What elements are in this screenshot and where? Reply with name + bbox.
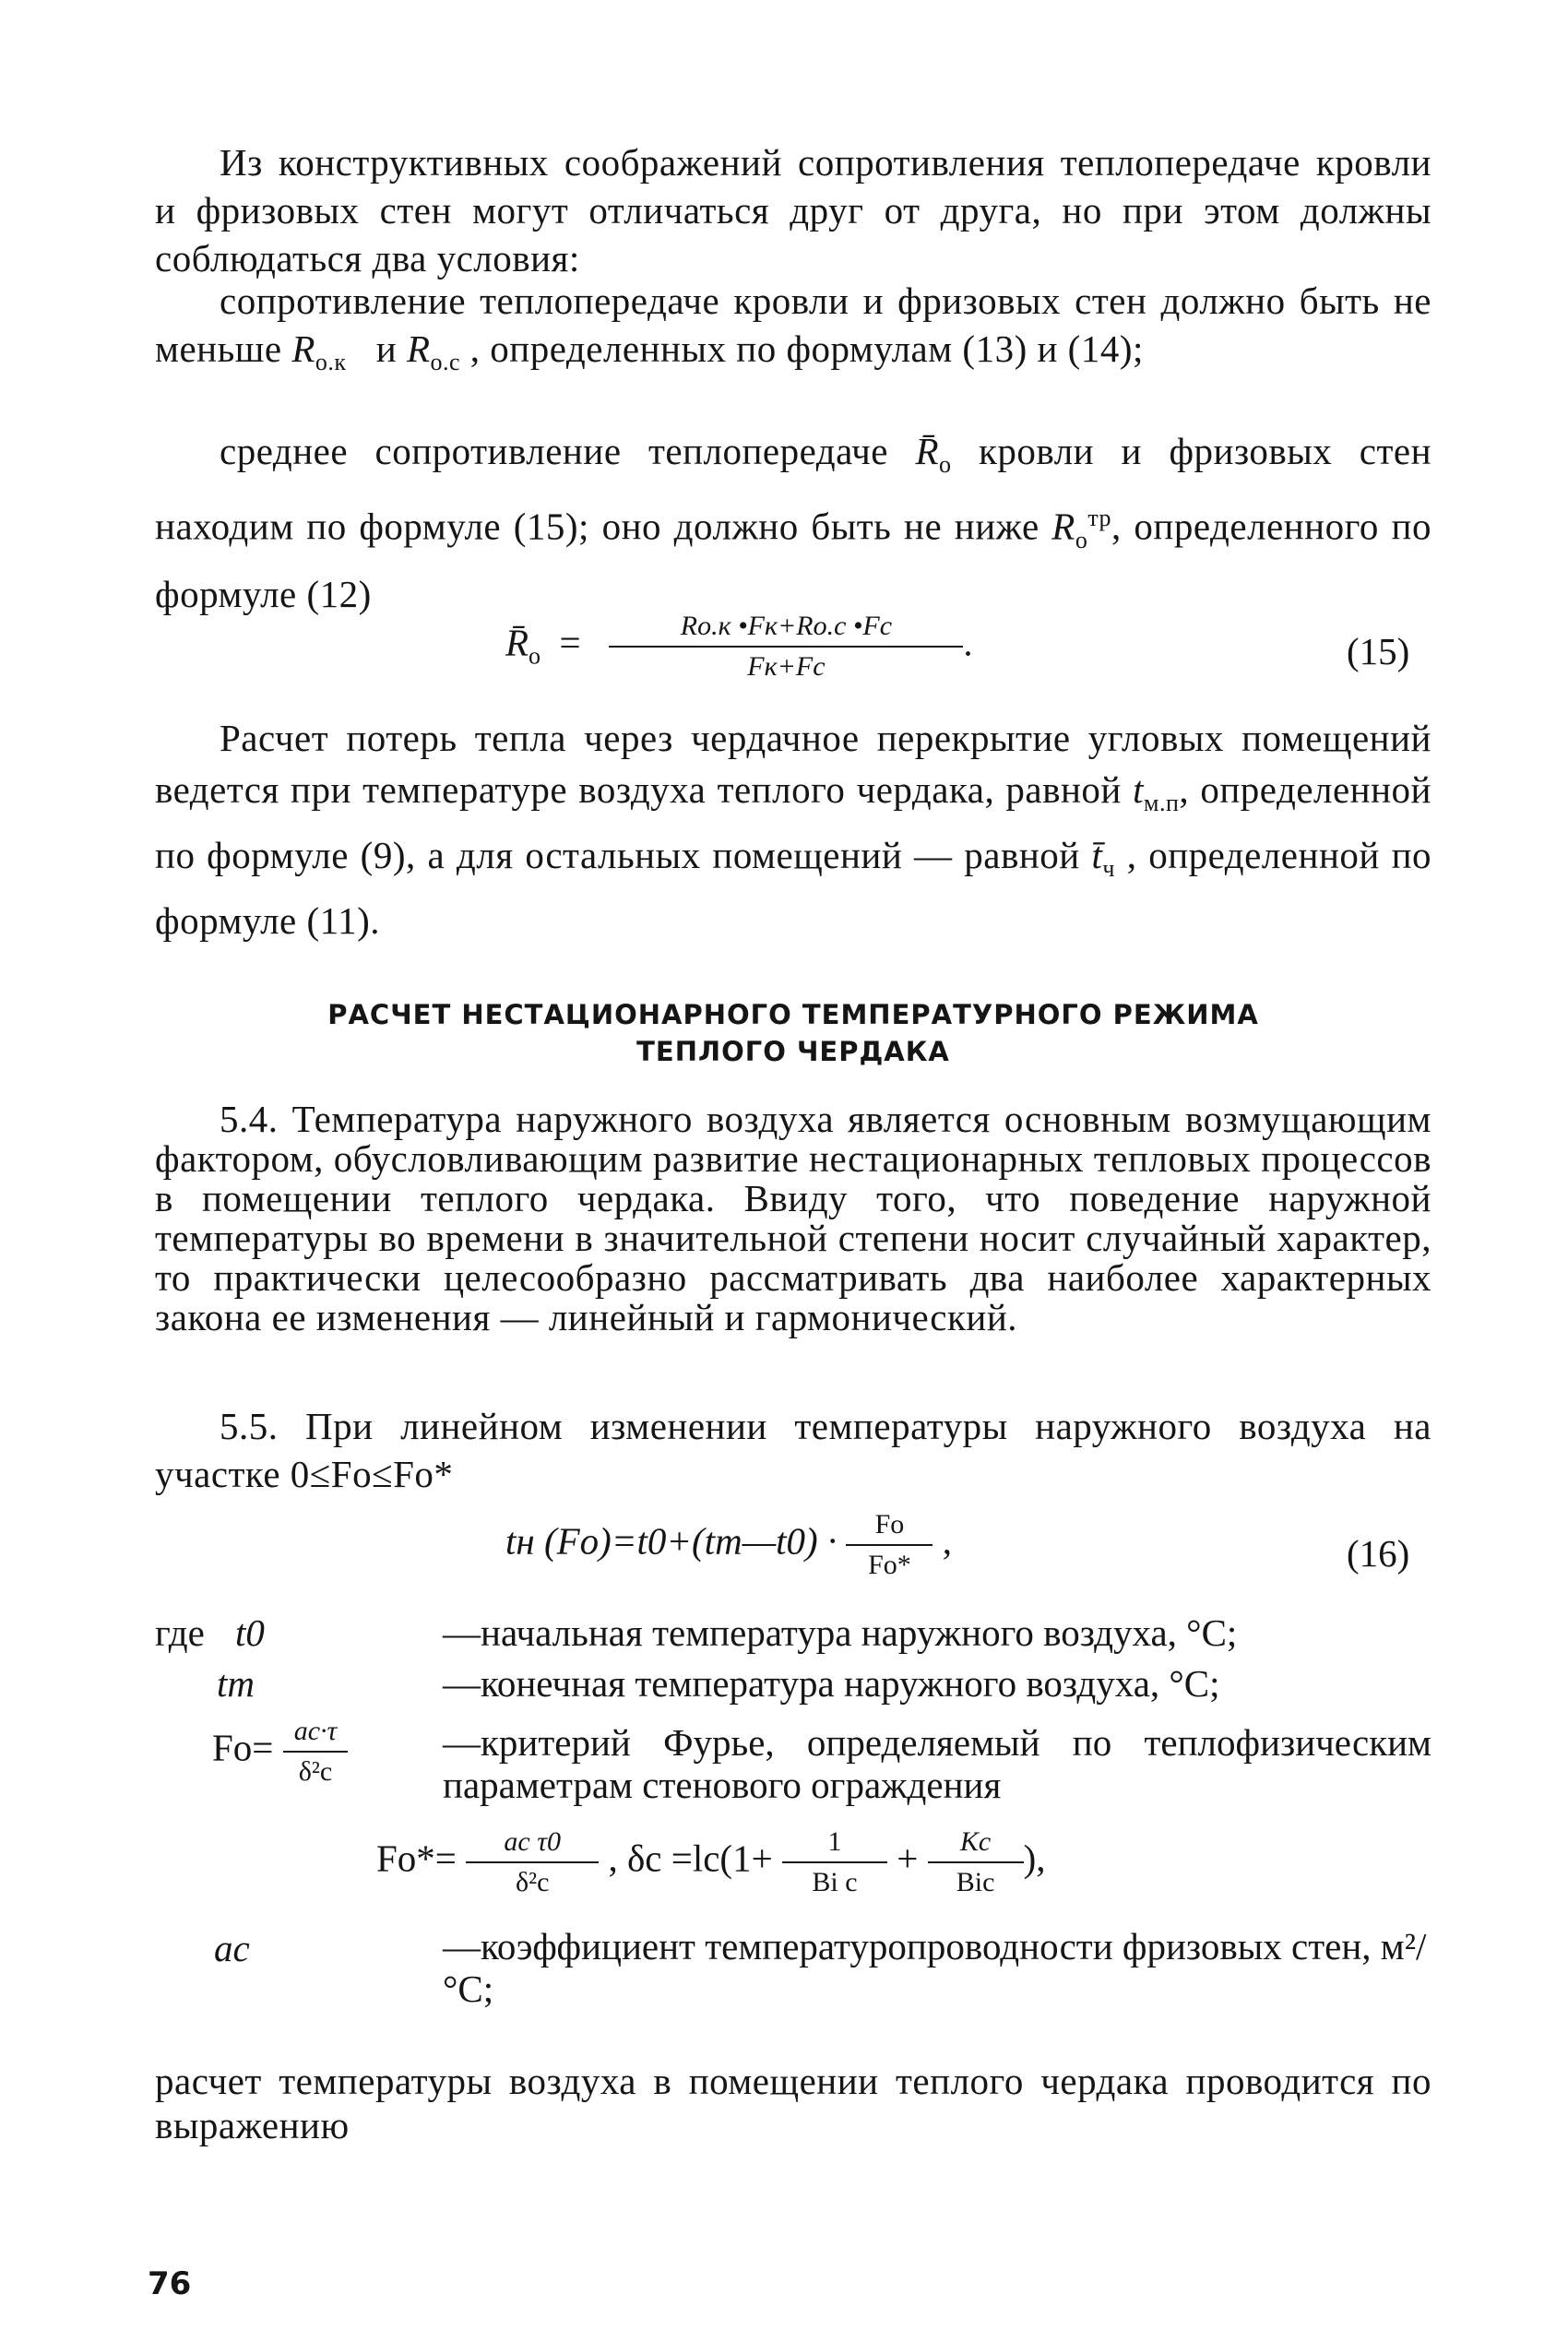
equation-15: $R̄_о$ = $\frac{Rо.к •Fк+Rо.с •Fс}{Fк+Fс}$ . — [505, 611, 973, 682]
def-symbol-ac: ac — [214, 1927, 250, 1969]
paragraph-final: расчет температуры воздуха в помещении теплого чердака проводится по выражению — [155, 2060, 1431, 2146]
symbol-t-mp: t — [1133, 768, 1144, 811]
symbol-r-ok: R — [291, 327, 315, 370]
symbol-r-tr: R — [1051, 505, 1075, 548]
def-text-ac: —коэффициент температуропроводности фризовых стен, м²/°С; — [443, 1925, 1427, 2010]
paragraph-condition-1: сопротивление теплопередаче кровли и фризовых стен должно быть не меньше $R_{о.к}$ и $R_{о.с}$ , определенных по формулам (13) и (14); — [155, 279, 1431, 376]
symbol-r-avg: R̄ — [915, 430, 940, 472]
def-symbol-tm: tm — [217, 1662, 255, 1705]
def-text-t0: —начальная температура наружного воздуха, °С; — [443, 1611, 1238, 1654]
equation-16-fraction: $\frac{Fo}{Fo*}$ — [846, 1509, 932, 1581]
range-expression: 0≤Fo≤Fo* — [290, 1453, 454, 1495]
symbol-r-os: R — [406, 327, 431, 370]
equation-15-fraction: $\frac{Rо.к •Fк+Rо.с •Fс}{Fк+Fс}$ — [609, 611, 963, 683]
def-text-fo: —критерий Фурье, определяемый по теплофизическим параметрам стенового ограждения — [443, 1721, 1431, 1806]
paragraph-5-5: 5.5. При линейном изменении температуры наружного воздуха на участке 0≤Fo≤Fo* — [155, 1405, 1431, 1495]
where-label: где — [155, 1611, 205, 1654]
equation-fo-star: Fo*= $\frac{\text{ac τ0}}{\text{δ²c}}$ , δc =lc(1+ $\frac{1}{\text{Bi c}}$ + $\frac{Kc}{\text{Bic}}$ ), — [376, 1826, 1046, 1897]
def-symbol-fo: Fo= $\frac{ac\cdot\tau}{\text{δ²c}}$ — [212, 1716, 348, 1788]
equation-16-number: (16) — [1347, 1532, 1410, 1575]
paragraph-heat-loss: Расчет потерь тепла через чердачное перекрытие угловых помещений ведется при температуре воздуха теплого чердака, равной $t_{м.п}$, определенной по формуле (9), а для остальных помещений — равной $t̄_ч$ , определенной по формуле (11). — [155, 717, 1432, 943]
equation-15-number: (15) — [1347, 630, 1410, 672]
equation-16: tн (Fo)=t0+(tm—t0) · $\frac{Fo}{Fo*}$ , — [505, 1509, 952, 1580]
section-heading: РАСЧЕТ НЕСТАЦИОНАРНОГО ТЕМПЕРАТУРНОГО РЕЖИМА ТЕПЛОГО ЧЕРДАКА — [327, 999, 1259, 1067]
paragraph-5-4: 5.4. Температура наружного воздуха является основным возмущающим фактором, обусловливающим развитие нестационарных тепловых процессов в помещении теплого чердака. Ввиду того, что поведение наружной температуры во времени в значительной степени носит случайный характер, то практически целесообразно рассматривать два наиболее характерных закона ее изменения — линейный и гармонический. — [155, 1098, 1431, 1338]
paragraph-intro: Из конструктивных соображений сопротивления теплопередаче кровли и фризовых стен могут отличаться друг от друга, но при этом должны соблюдаться два условия: — [155, 141, 1431, 279]
symbol-t-ch: t̄ — [1091, 834, 1103, 877]
fourier-fraction: $\frac{ac\cdot\tau}{\text{δ²c}}$ — [283, 1716, 349, 1788]
def-symbol-t0: t0 — [235, 1611, 265, 1654]
page-number: 76 — [148, 2265, 192, 2302]
paragraph-condition-2: среднее сопротивление теплопередаче $R̄_о$ кровли и фризовых стен находим по формуле (15); оно должно быть не ниже $R_о^{тр}$, определенного по формуле (12) — [155, 430, 1432, 616]
def-text-tm: —конечная температура наружного воздуха, °С; — [443, 1662, 1220, 1705]
